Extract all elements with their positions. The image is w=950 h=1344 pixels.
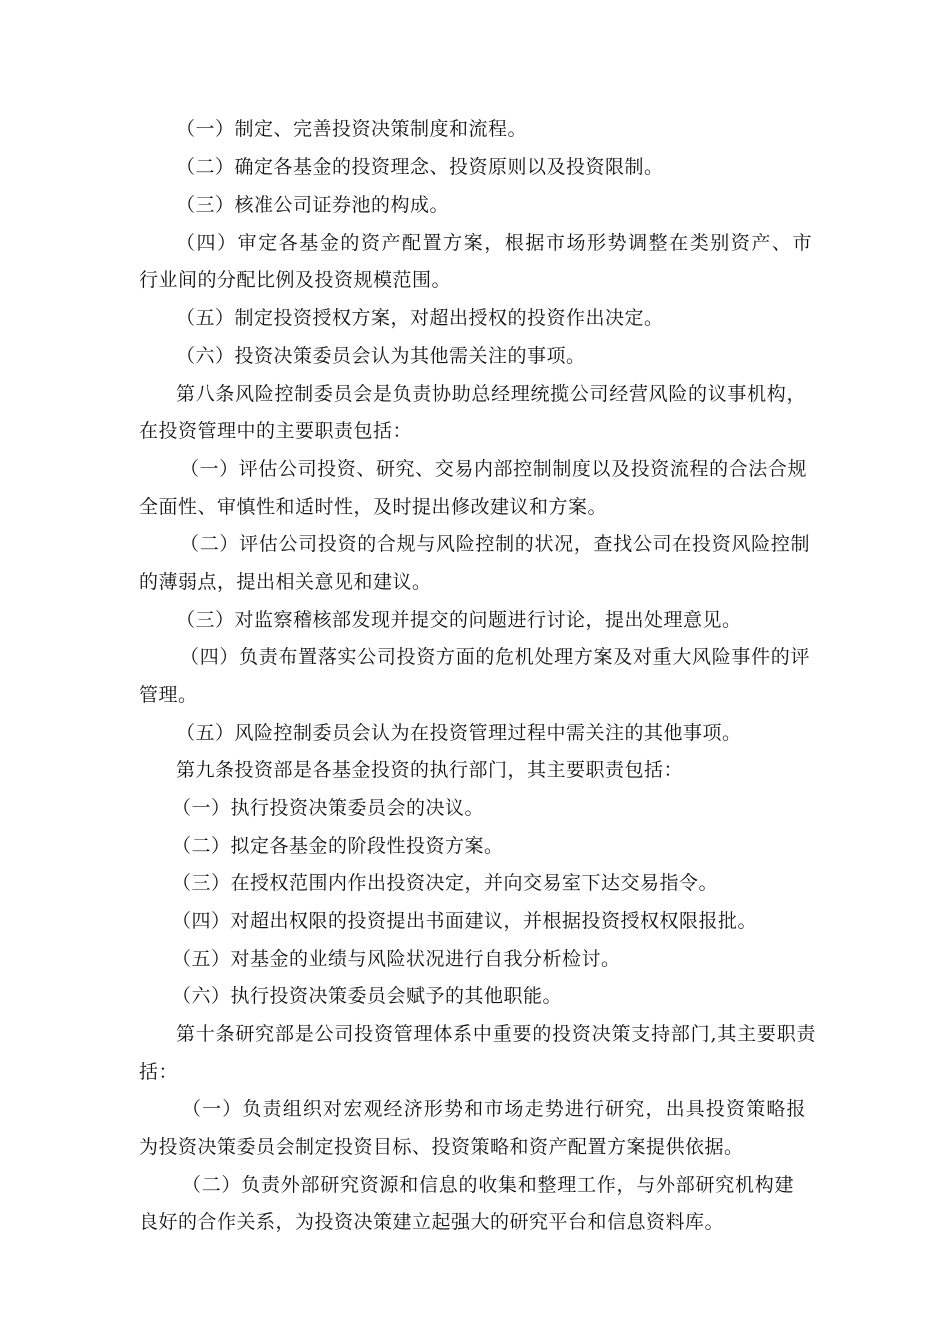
text-line: 在投资管理中的主要职责包括： (139, 420, 413, 442)
text-line: （一）制定、完善投资决策制度和流程。 (176, 118, 528, 140)
text-line: （四）审定各基金的资产配置方案，根据市场形势调整在类别资产、市 (176, 232, 812, 254)
text-line: （一）评估公司投资、研究、交易内部控制制度以及投资流程的合法合规 (180, 458, 807, 480)
text-line: （五）风险控制委员会认为在投资管理过程中需关注的其他事项。 (176, 722, 742, 744)
text-line: 的薄弱点，提出相关意见和建议。 (139, 571, 432, 593)
text-line: （五）对基金的业绩与风险状况进行自我分析检讨。 (172, 948, 621, 970)
text-line: （四）负责布置落实公司投资方面的危机处理方案及对重大风险事件的评 (180, 646, 810, 668)
text-line: 第九条投资部是各基金投资的执行部门，其主要职责包括： (176, 759, 684, 781)
text-line: （六）投资决策委员会认为其他需关注的事项。 (176, 345, 586, 367)
text-line: （三）对监察稽核部发现并提交的问题进行讨论，提出处理意见。 (176, 609, 742, 631)
text-line: （二）拟定各基金的阶段性投资方案。 (172, 835, 504, 857)
text-line: （三）核准公司证券池的构成。 (176, 194, 450, 216)
text-line: 第八条风险控制委员会是负责协助总经理统揽公司经营风险的议事机构， (176, 383, 806, 405)
text-line: （三）在授权范围内作出投资决定，并向交易室下达交易指令。 (172, 872, 719, 894)
text-line: 为投资决策委员会制定投资目标、投资策略和资产配置方案提供依据。 (139, 1136, 744, 1158)
text-line: （六）执行投资决策委员会赋予的其他职能。 (172, 985, 563, 1007)
text-line: （一）负责组织对宏观经济形势和市场走势进行研究，出具投资策略报 (182, 1098, 806, 1120)
text-line: 管理。 (139, 684, 198, 706)
text-line: 全面性、审慎性和适时性，及时提出修改建议和方案。 (139, 496, 608, 518)
text-line: （二）评估公司投资的合规与风险控制的状况，查找公司在投资风险控制 (180, 533, 810, 555)
text-line: 第十条研究部是公司投资管理体系中重要的投资决策支持部门,其主要职责 (176, 1023, 816, 1045)
text-line: 良好的合作关系，为投资决策建立起强大的研究平台和信息资料库。 (139, 1211, 725, 1233)
text-line: （二）确定各基金的投资理念、投资原则以及投资限制。 (176, 156, 664, 178)
text-line: （二）负责外部研究资源和信息的收集和整理工作，与外部研究机构建 (182, 1174, 794, 1196)
text-line: （五）制定投资授权方案，对超出授权的投资作出决定。 (176, 307, 664, 329)
text-line: 行业间的分配比例及投资规模范围。 (139, 269, 452, 291)
text-line: （一）执行投资决策委员会的决议。 (172, 797, 485, 819)
text-line: （四）对超出权限的投资提出书面建议，并根据投资授权权限报批。 (172, 910, 758, 932)
text-line: 括： (139, 1061, 179, 1083)
